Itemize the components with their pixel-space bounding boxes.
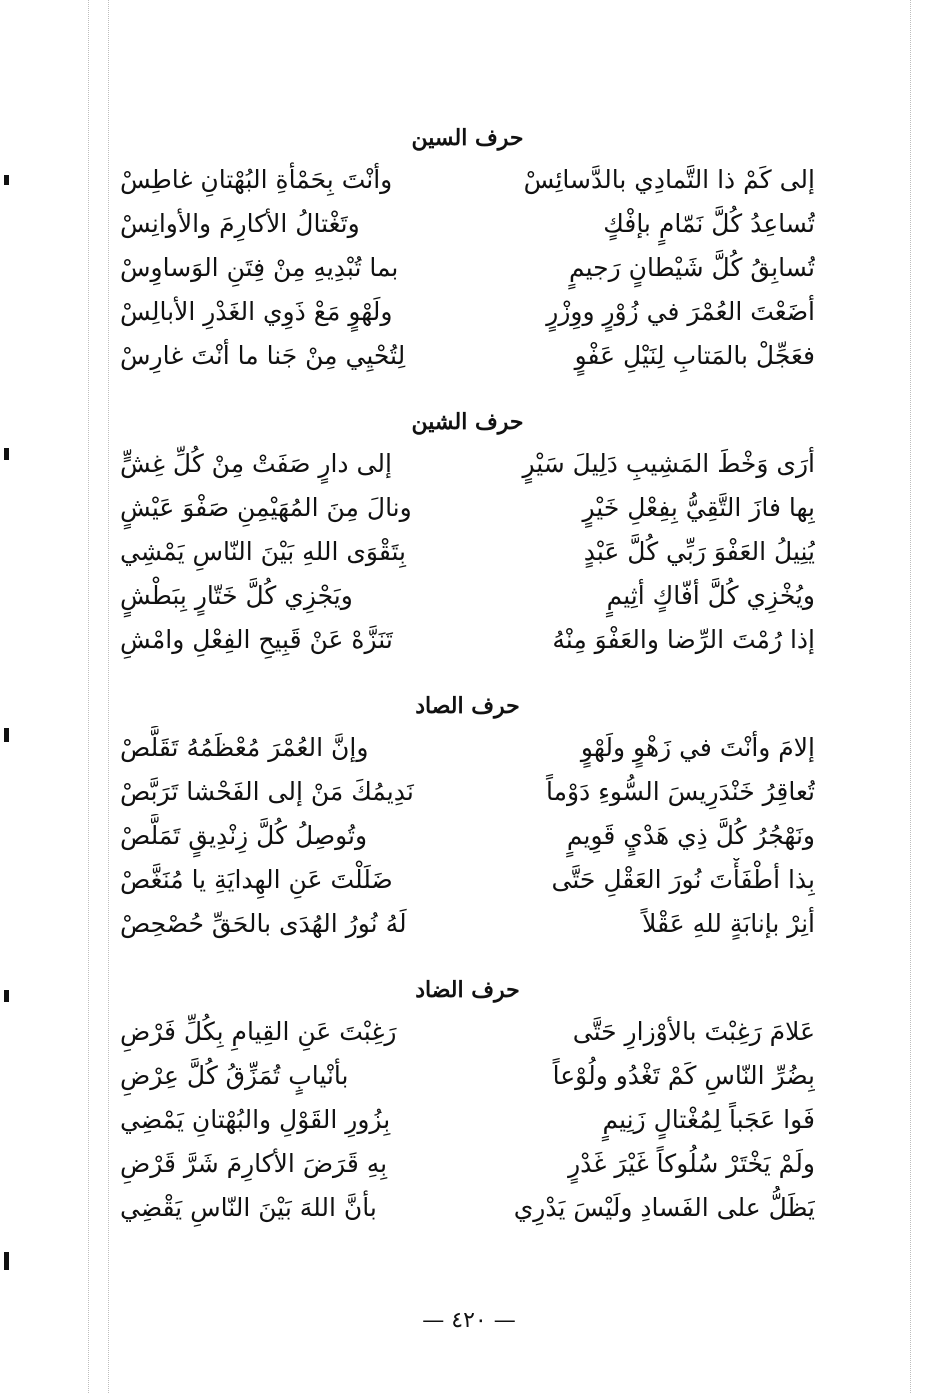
second-hemistich: ضَلَلْتَ عَنِ الهِدايَةِ يا مُنَغَّصْ xyxy=(120,865,393,894)
first-hemistich: يُنِيلُ العَفْوَ رَبِّي كُلَّ عَبْدٍ xyxy=(583,537,815,566)
verse xyxy=(120,334,815,378)
edge-mark xyxy=(4,728,9,742)
first-hemistich: بِذا أطْفَأْتَ نُورَ العَقْلِ حَتَّى xyxy=(551,865,815,894)
section-heading: حرف الضاد xyxy=(415,977,520,1003)
first-hemistich: فَوا عَجَباً لِمُغْتالٍ زَنِيمٍ xyxy=(602,1105,815,1134)
second-hemistich: وتُوصِلُ كُلَّ زِنْدِيقٍ تَمَلَّصْ xyxy=(120,821,368,850)
first-hemistich: تُساعِدُ كُلَّ نَمّامٍ بإفْكٍ xyxy=(603,209,815,238)
section-sad xyxy=(120,686,815,946)
verse xyxy=(120,902,815,946)
verse xyxy=(120,1142,815,1186)
verse xyxy=(120,574,815,618)
first-hemistich: أرَى وَخْطَ المَشِيبِ دَلِيلَ سَيْرٍ xyxy=(522,449,815,478)
section-heading: حرف الشين xyxy=(411,409,524,435)
verse xyxy=(120,530,815,574)
verse xyxy=(120,158,815,202)
section-gap xyxy=(120,662,815,686)
second-hemistich: بأنْيابٍ تُمَزِّقُ كُلَّ عِرْضِ xyxy=(120,1061,349,1090)
first-hemistich: عَلامَ رَغِبْتَ بالأوْزارِ حَتَّى xyxy=(572,1017,815,1046)
second-hemistich: ولَهْوٍ مَعْ ذَوِي الغَدْرِ الأبالِسْ xyxy=(120,297,393,326)
verse xyxy=(120,1010,815,1054)
verse xyxy=(120,770,815,814)
first-hemistich: يَظَلُّ على الفَسادِ ولَيْسَ يَدْرِي xyxy=(513,1193,815,1222)
first-hemistich: أضَعْتَ العُمْرَ في زُوْرٍ ووِزْرٍ xyxy=(546,297,815,326)
second-hemistich: نَدِيمُكَ مَنْ إلى الفَحْشا تَرَبَّصْ xyxy=(120,777,414,806)
section-sheen xyxy=(120,402,815,662)
verse xyxy=(120,442,815,486)
section-dad xyxy=(120,970,815,1230)
second-hemistich: لِتُحْيِي مِنْ جَنا ما أنْتَ غارِسْ xyxy=(120,341,406,370)
second-hemistich: رَغِبْتَ عَنِ القِيامِ بِكُلِّ فَرْضِ xyxy=(120,1017,397,1046)
second-hemistich: ويَجْزِي كُلَّ خَتّارٍ بِبَطْشٍ xyxy=(120,581,353,610)
second-hemistich: بِتَقْوَى اللهِ بَيْنَ النّاسِ يَمْشِي xyxy=(120,537,406,566)
verse xyxy=(120,1054,815,1098)
section-seen xyxy=(120,118,815,378)
verse xyxy=(120,618,815,662)
page-number: — ٤٢٠ — xyxy=(422,1308,516,1333)
first-hemistich: ويُخْزِي كُلَّ أفّاكٍ أثِيمٍ xyxy=(606,581,815,610)
scan-guide-line xyxy=(910,0,911,1393)
first-hemistich: ولَمْ يَخْتَرْ سُلُوكاً غَيْرَ غَدْرٍ xyxy=(568,1149,815,1178)
edge-mark xyxy=(4,1252,9,1270)
verse xyxy=(120,246,815,290)
second-hemistich: بِهِ قَرَضَ الأكارِمَ شَرَّ قَرْضِ xyxy=(120,1149,388,1178)
second-hemistich: وتَغْتالُ الأكارِمَ والأوانِسْ xyxy=(120,209,360,238)
first-hemistich: تُعاقِرُ خَنْدَرِيسَ السُّوءِ دَوْماً xyxy=(546,777,815,806)
first-hemistich: ونَهْجُرُ كُلَّ ذِي هَدْيٍ قَوِيمٍ xyxy=(566,821,815,850)
first-hemistich: إلى كَمْ ذا التَّمادِي بالدَّسائِسْ xyxy=(523,165,815,194)
second-hemistich: بما تُبْدِيهِ مِنْ فِتَنِ الوَساوِسْ xyxy=(120,253,399,282)
edge-mark xyxy=(4,990,9,1002)
first-hemistich: بِها فازَ التَّقِيُّ بِفِعْلِ خَيْرٍ xyxy=(582,493,815,522)
section-heading: حرف الصاد xyxy=(415,693,520,719)
second-hemistich: وإنَّ العُمْرَ مُعْظَمُهُ تَقَلَّصْ xyxy=(120,733,369,762)
verse xyxy=(120,486,815,530)
second-hemistich: بِزُورِ القَوْلِ والبُهْتانِ يَمْضِي xyxy=(120,1105,391,1134)
verse xyxy=(120,726,815,770)
second-hemistich: إلى دارٍ صَفَتْ مِنْ كُلِّ غِشٍّ xyxy=(120,449,392,478)
verse xyxy=(120,858,815,902)
verse xyxy=(120,202,815,246)
second-hemistich: تَنَزَّهْ عَنْ قَبِيحِ الفِعْلِ وامْشِ xyxy=(120,625,393,654)
verse xyxy=(120,1186,815,1230)
second-hemistich: لَهُ نُورُ الهُدَى بالحَقِّ حُصْحِصْ xyxy=(120,909,407,938)
verse xyxy=(120,290,815,334)
first-hemistich: فعَجِّلْ بالمَتابِ لِنَيْلِ عَفْوٍ xyxy=(574,341,815,370)
second-hemistich: ونالَ مِنَ المُهَيْمِنِ صَفْوَ عَيْشٍ xyxy=(120,493,412,522)
first-hemistich: تُسابِقُ كُلَّ شَيْطانٍ رَجيمٍ xyxy=(568,253,815,282)
scan-guide-line xyxy=(88,0,89,1393)
first-hemistich: بِضُرِّ النّاسِ كَمْ تَغْدُو ولُوْعاً xyxy=(552,1061,815,1090)
section-heading: حرف السين xyxy=(411,125,524,151)
scan-edge xyxy=(0,0,12,1393)
section-gap xyxy=(120,378,815,402)
section-gap xyxy=(120,946,815,970)
edge-mark xyxy=(4,175,9,185)
first-hemistich: أنِرْ بإنابَةٍ للهِ عَقْلاً xyxy=(642,909,815,938)
poem-page xyxy=(120,118,815,1230)
edge-mark xyxy=(4,448,9,460)
verse xyxy=(120,814,815,858)
first-hemistich: إذا رُمْتَ الرِّضا والعَفْوَ مِنْهُ xyxy=(552,625,815,654)
first-hemistich: إلامَ وأنْتَ في زَهْوٍ ولَهْوٍ xyxy=(580,733,815,762)
scan-guide-line xyxy=(108,0,109,1393)
verse xyxy=(120,1098,815,1142)
second-hemistich: بأنَّ اللهَ بَيْنَ النّاسِ يَقْضِي xyxy=(120,1193,377,1222)
second-hemistich: وأنْتَ بِحَمْأةِ البُهْتانِ غاطِسْ xyxy=(120,165,393,194)
